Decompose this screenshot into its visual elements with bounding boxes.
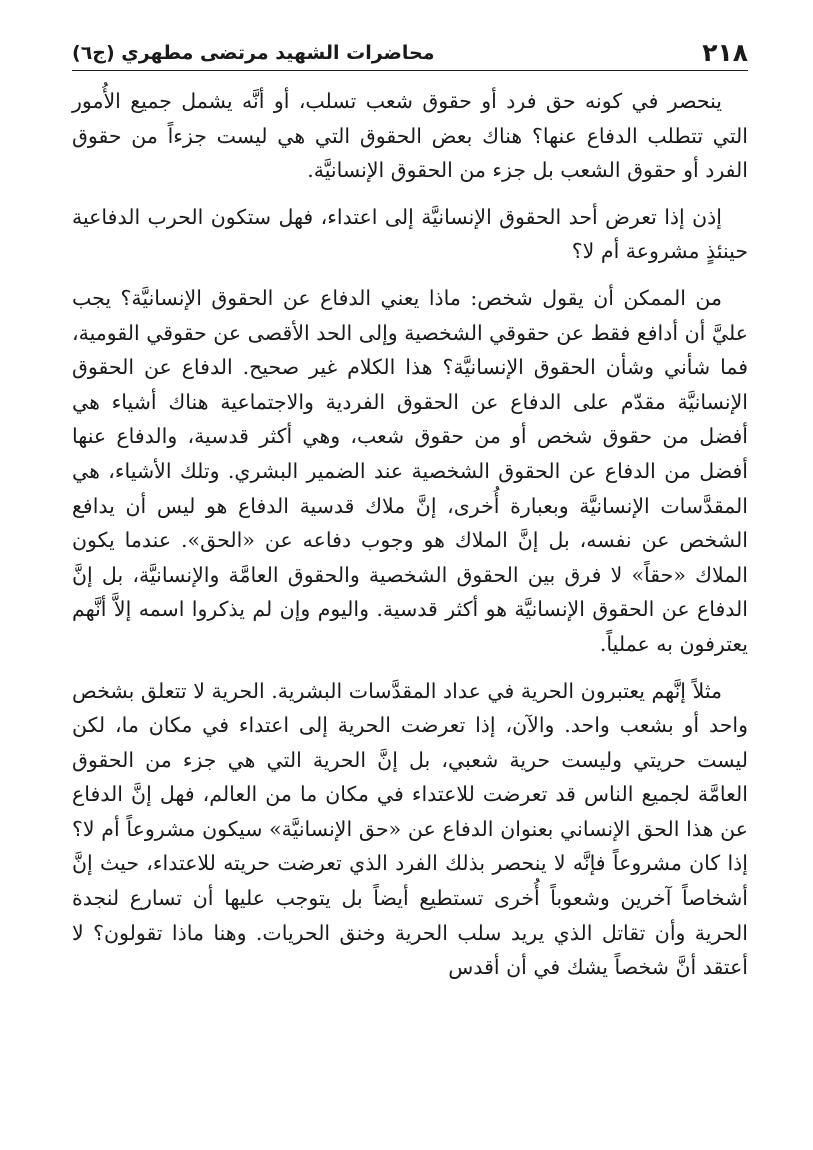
paragraph-2: إذن إذا تعرض أحد الحقوق الإنسانيَّة إلى اعتداء، فهل ستكون الحرب الدفاعية حينئذٍ مشروعة أم لا؟ — [72, 204, 748, 264]
running-title: محاضرات الشهيد مرتضى مطهري (ج٦) — [72, 42, 435, 64]
page-header — [72, 28, 748, 68]
page-number: ٢١٨ — [702, 38, 748, 67]
body-text — [72, 84, 748, 997]
paragraph-3: من الممكن أن يقول شخص: ماذا يعني الدفاع عن الحقوق الإنسانيَّة؟ يجب عليَّ أن أدافع فقط عن حقوقي الشخصية وإلى الحد الأقصى عن حقوقي القومية، فما شأني وشأن الحقوق الإنسانيَّة؟ هذا الكلام غير صحيح. الدفاع عن الحقوق الإنسانيَّة مقدّم على الدفاع عن الحقوق الفردية والاجتماعية هناك أشياء هي أفضل من حقوق شخص أو من حقوق شعب، وهي أكثر قدسية، والدفاع عنها أفضل من الدفاع عن الحقوق الشخصية عند الضمير البشري. وتلك الأشياء، هي المقدَّسات الإنسانيَّة وبعبارة أُخرى، إنَّ ملاك قدسية الدفاع هو ليس أن يدافع الشخص عن نفسه، بل إنَّ الملاك هو وجوب دفاعه عن «الحق». عندما يكون الملاك «حقاً» لا فرق بين الحقوق الشخصية والحقوق العامَّة والإنسانيَّة، بل إنَّ الدفاع عن الحقوق الإنسانيَّة هو أكثر قدسية. واليوم وإن لم يذكروا اسمه إلاَّ أنَّهم يعترفون به عملياً. — [72, 285, 748, 656]
paragraph-1: ينحصر في كونه حق فرد أو حقوق شعب تسلب، أو أنَّه يشمل جميع الأُمور التي تتطلب الدفاع عنها؟ هناك بعض الحقوق التي هي ليست جزءاً من حقوق الفرد أو حقوق الشعب بل جزء من الحقوق الإنسانيَّة. — [72, 89, 748, 183]
paragraph-4: مثلاً إنَّهم يعتبرون الحرية في عداد المقدَّسات البشرية. الحرية لا تتعلق بشخص واحد أو بشعب واحد. والآن، إذا تعرضت الحرية إلى اعتداء في مكان ما، لكن ليست حريتي وليست حرية شعبي، بل إنَّ الحرية التي هي جزء من الحقوق العامَّة لجميع الناس قد تعرضت للاعتداء في مكان ما من العالم، فهل إنَّ الدفاع عن هذا الحق الإنساني بعنوان الدفاع عن «حق الإنسانيَّة» سيكون مشروعاً أم لا؟ إذا كان مشروعاً فإنَّه لا ينحصر بذلك الفرد الذي تعرضت حريته للاعتداء، حيث إنَّ أشخاصاً آخرين وشعوباً أُخرى تستطيع أيضاً بل يتوجب عليها أن تسارع لنجدة الحرية وأن تقاتل الذي يريد سلب الحرية وخنق الحريات. وهنا ماذا تقولون؟ لا أعتقد أنَّ شخصاً يشك في أن أقدس — [72, 678, 748, 980]
header-rule — [72, 70, 748, 71]
